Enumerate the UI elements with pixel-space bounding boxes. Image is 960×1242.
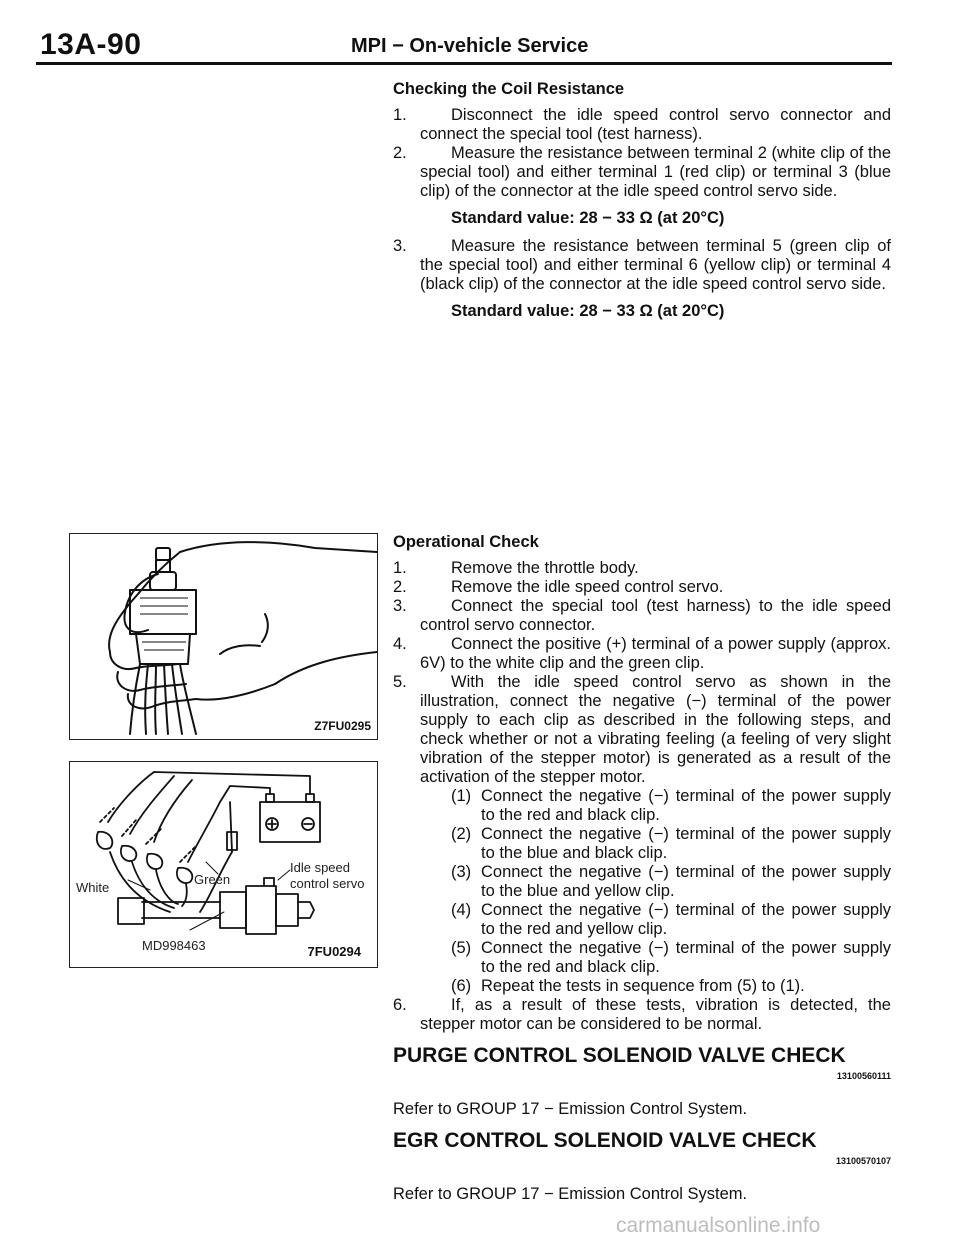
substep-text: Connect the negative (−) terminal of the power supply to the red and black clip. — [481, 939, 891, 976]
substep-number: (5) — [451, 939, 472, 957]
step-number: 3. — [393, 237, 407, 255]
step-text: Connect the special tool (test harness) to the idle speed control servo connector. — [420, 597, 891, 634]
op-step-5 — [393, 673, 891, 787]
label-servo-line1: Idle speed — [290, 860, 350, 875]
op-substep-4 — [393, 901, 891, 939]
step-number: 1. — [393, 559, 407, 577]
operational-title: Operational Check — [393, 533, 539, 551]
op-step-6 — [393, 996, 891, 1034]
substep-number: (6) — [451, 977, 472, 995]
substep-text: Connect the negative (−) terminal of the power supply to the blue and yellow clip. — [481, 863, 891, 900]
op-step-2 — [393, 578, 891, 597]
wiring-diagram — [70, 762, 377, 967]
label-green: Green — [194, 872, 231, 887]
watermark: carmanualsonline.info — [616, 1214, 821, 1237]
op-step-4 — [393, 635, 891, 673]
page-number: 13A-90 — [40, 28, 142, 61]
standard-value-2: Standard value: 28 − 33 Ω (at 20°C) — [451, 302, 725, 320]
step-number: 3. — [393, 597, 407, 615]
coil-step-3 — [393, 237, 891, 294]
step-text: Remove the idle speed control servo. — [451, 578, 724, 596]
purge-check-code: 13100560111 — [836, 1071, 891, 1081]
label-white: White — [76, 880, 110, 895]
op-substep-3 — [393, 863, 891, 901]
op-substep-5 — [393, 939, 891, 977]
substep-number: (2) — [451, 825, 472, 843]
header-rule — [36, 62, 892, 65]
coil-step-1 — [393, 106, 891, 144]
op-step-3 — [393, 597, 891, 635]
op-step-1 — [393, 559, 891, 578]
step-number: 5. — [393, 673, 407, 691]
label-tool: MD998463 — [142, 938, 206, 953]
label-servo-line2: control servo — [290, 876, 365, 891]
substep-text: Connect the negative (−) terminal of the power supply to the blue and black clip. — [481, 825, 891, 862]
op-substep-2 — [393, 825, 891, 863]
step-text: Measure the resistance between terminal 5 (green clip of the special tool) and either terminal 6 (yellow clip) or terminal 4 (black clip) of the connector at the idle speed control servo side. — [420, 237, 891, 293]
egr-check-code: 13100570107 — [835, 1156, 891, 1166]
egr-check-heading: EGR CONTROL SOLENOID VALVE CHECK — [393, 1129, 817, 1152]
figure1-code: Z7FU0295 — [314, 719, 371, 733]
step-text: If, as a result of these tests, vibration is detected, the stepper motor can be considered to be normal. — [420, 996, 891, 1033]
step-number: 1. — [393, 106, 407, 124]
standard-value-1: Standard value: 28 − 33 Ω (at 20°C) — [451, 209, 725, 227]
egr-check-reference: Refer to GROUP 17 − Emission Control System. — [393, 1185, 748, 1203]
step-number: 2. — [393, 578, 407, 596]
substep-text: Connect the negative (−) terminal of the power supply to the red and black clip. — [481, 787, 891, 824]
figure2-code: 7FU0294 — [307, 944, 361, 959]
step-text: With the idle speed control servo as shown in the illustration, connect the negative (−) terminal of the power supply to each clip as described in the following steps, and check whether or not a vibrating feeling (a feeling of very slight vibration of the stepper motor) is generated as a result of the activation of the stepper motor. — [420, 673, 891, 786]
purge-check-heading: PURGE CONTROL SOLENOID VALVE CHECK — [393, 1044, 846, 1067]
figure-hand-holding-servo — [69, 533, 378, 740]
coil-step-2 — [393, 144, 891, 201]
op-substep-1 — [393, 787, 891, 825]
step-text: Measure the resistance between terminal 2 (white clip of the special tool) and either terminal 1 (red clip) or terminal 3 (blue clip) of the connector at the idle speed control servo side. — [420, 144, 891, 200]
operational-check-section — [393, 533, 891, 1204]
op-substep-6 — [393, 977, 891, 996]
step-number: 2. — [393, 144, 407, 162]
purge-check-reference: Refer to GROUP 17 − Emission Control System. — [393, 1100, 748, 1118]
substep-number: (4) — [451, 901, 472, 919]
section-title: MPI − On-vehicle Service — [351, 35, 589, 57]
figure-wiring-diagram — [69, 761, 378, 968]
step-text: Connect the positive (+) terminal of a power supply (approx. 6V) to the white clip and the green clip. — [420, 635, 891, 672]
coil-resistance-section — [393, 80, 891, 330]
page-header — [36, 28, 892, 64]
substep-text: Repeat the tests in sequence from (5) to (1). — [481, 977, 805, 995]
step-text: Remove the throttle body. — [451, 559, 639, 577]
step-number: 4. — [393, 635, 407, 653]
substep-number: (3) — [451, 863, 472, 881]
substep-number: (1) — [451, 787, 472, 805]
substep-text: Connect the negative (−) terminal of the power supply to the red and yellow clip. — [481, 901, 891, 938]
hand-servo-illustration — [70, 534, 377, 739]
coil-title: Checking the Coil Resistance — [393, 80, 625, 98]
step-text: Disconnect the idle speed control servo connector and connect the special tool (test harness). — [420, 106, 891, 143]
step-number: 6. — [393, 996, 407, 1014]
battery-icon — [260, 802, 320, 842]
